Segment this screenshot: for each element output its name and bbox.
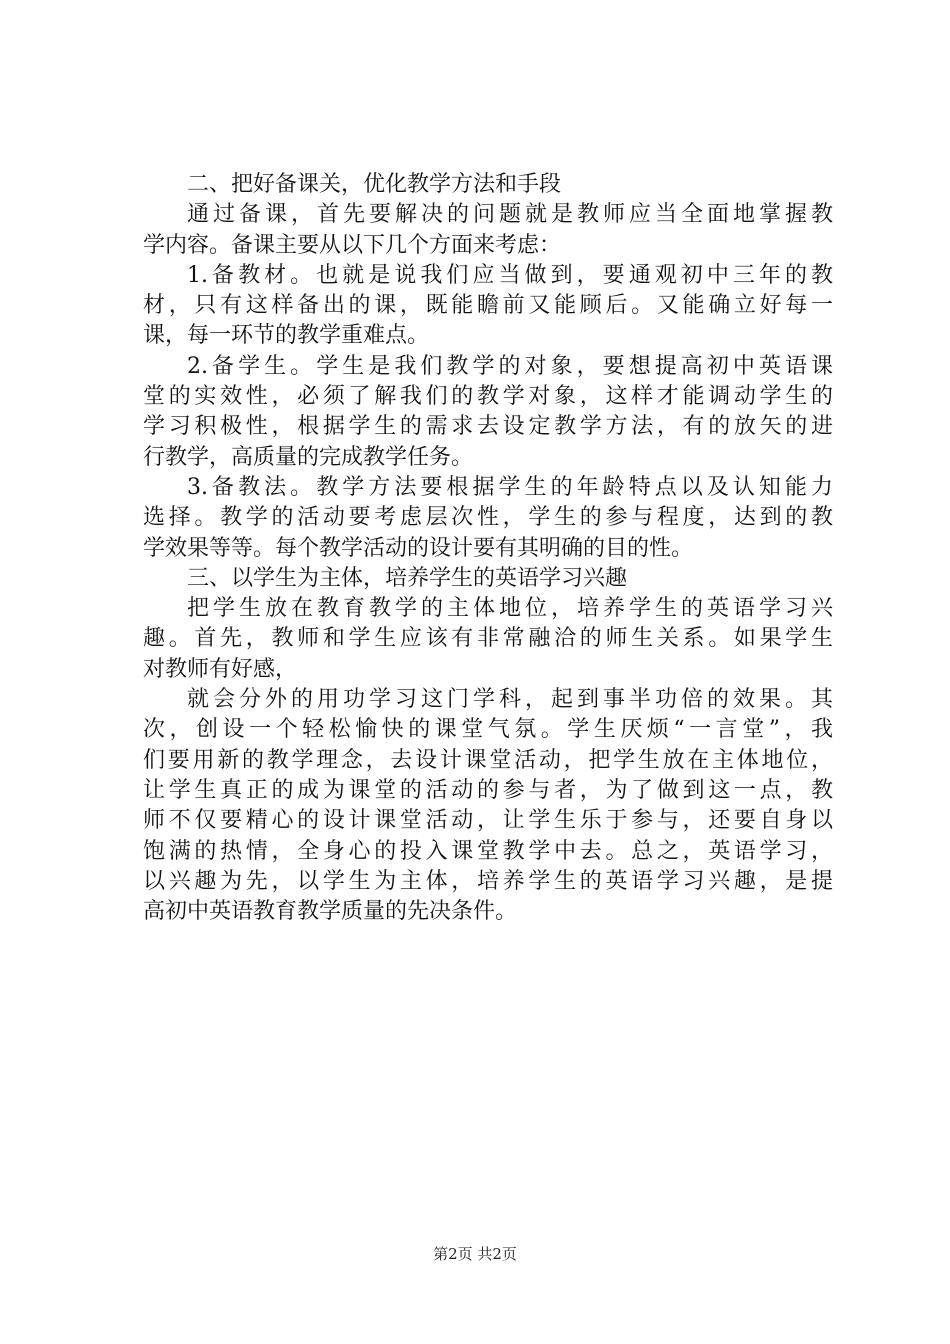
document-body <box>143 170 833 927</box>
text-line: 饱满的热情，全身心的投入课堂教学中去。总之，英语学习， <box>143 838 833 864</box>
text-line: 师不仅要精心的设计课堂活动，让学生乐于参与，还要自身以 <box>143 808 833 834</box>
text-line: 选择。教学的活动要考虑层次性，学生的参与程度，达到的教 <box>143 505 833 531</box>
text-line: 1.备教材。也就是说我们应当做到，要通观初中三年的教 <box>187 262 833 288</box>
text-line: 对教师有好感， <box>143 656 298 682</box>
page-footer: 第2页 共2页 <box>433 1245 517 1263</box>
text-line: 行教学，高质量的完成教学任务。 <box>143 444 474 470</box>
text-line: 3.备教法。教学方法要根据学生的年龄特点以及认知能力 <box>187 474 833 500</box>
text-line: 让学生真正的成为课堂的活动的参与者，为了做到这一点，教 <box>143 777 833 803</box>
text-line: 们要用新的教学理念，去设计课堂活动，把学生放在主体地位， <box>143 747 833 773</box>
text-line: 高初中英语教育教学质量的先决条件。 <box>143 899 518 925</box>
text-line: 材，只有这样备出的课，既能瞻前又能顾后。又能确立好每一 <box>143 293 833 319</box>
text-line: 二、把好备课关，优化教学方法和手段 <box>187 172 562 197</box>
text-line: 就会分外的用功学习这门学科，起到事半功倍的效果。其 <box>187 687 833 713</box>
text-line: 学内容。备课主要从以下几个方面来考虑： <box>143 232 562 258</box>
text-line: 趣。首先，教师和学生应该有非常融洽的师生关系。如果学生 <box>143 626 833 652</box>
text-line: 把学生放在教育教学的主体地位，培养学生的英语学习兴 <box>187 596 833 622</box>
text-line: 次，创设一个轻松愉快的课堂气氛。学生厌烦“一言堂”，我 <box>143 717 833 743</box>
text-line: 通过备课，首先要解决的问题就是教师应当全面地掌握教 <box>187 202 833 228</box>
text-line: 2.备学生。学生是我们教学的对象，要想提高初中英语课 <box>187 353 833 379</box>
text-line: 三、以学生为主体，培养学生的英语学习兴趣 <box>187 565 628 591</box>
text-line: 以兴趣为先，以学生为主体，培养学生的英语学习兴趣，是提 <box>143 868 833 894</box>
text-line: 课，每一环节的教学重难点。 <box>143 323 430 349</box>
text-line: 学效果等等。每个教学活动的设计要有其明确的目的性。 <box>143 535 694 561</box>
text-line: 堂的实效性，必须了解我们的教学对象，这样才能调动学生的 <box>143 384 833 410</box>
text-line: 学习积极性，根据学生的需求去设定教学方法，有的放矢的进 <box>143 414 833 440</box>
